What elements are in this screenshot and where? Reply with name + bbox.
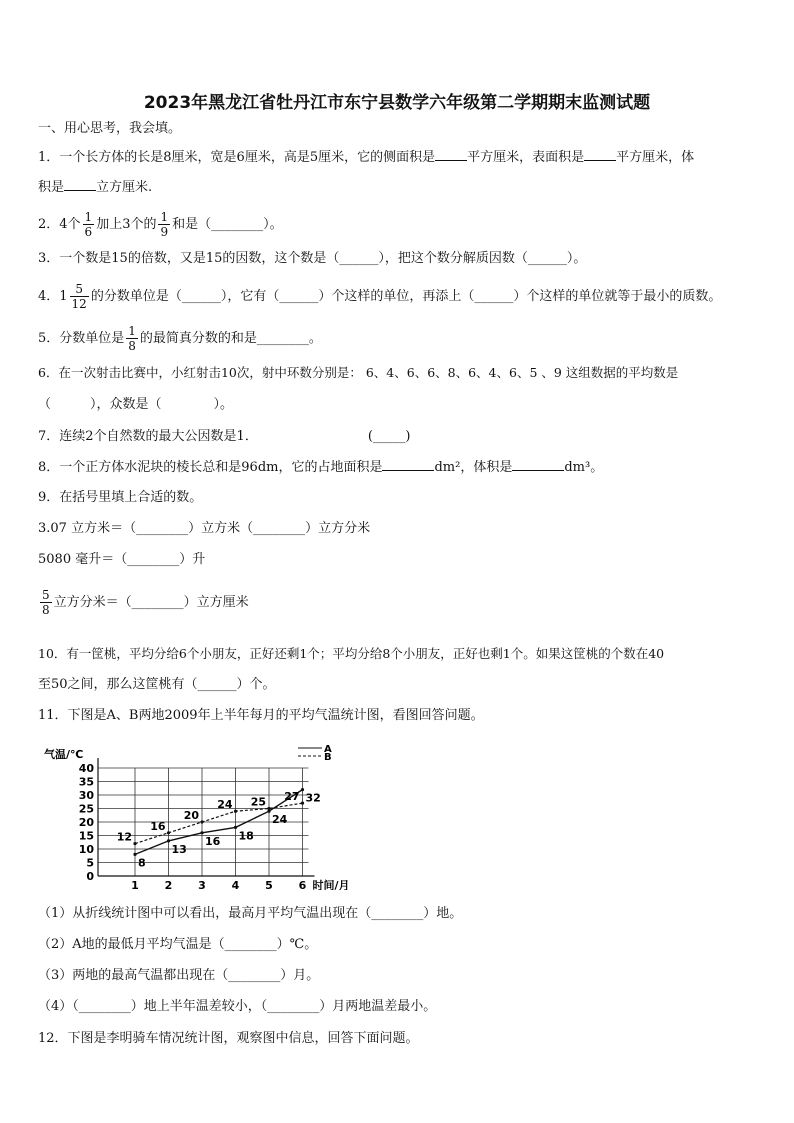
data-label-B: 25 bbox=[250, 795, 266, 809]
legend-label-A: A bbox=[324, 744, 332, 755]
q4-fraction bbox=[70, 282, 89, 311]
q9-text-d: 立方分米＝（________）立方厘米 bbox=[53, 595, 249, 610]
question-11-part-1: （1）从折线统计图中可以看出，最高月平均气温出现在（________）地。 bbox=[38, 906, 463, 921]
data-point-A bbox=[234, 826, 237, 829]
y-tick-label: 25 bbox=[78, 802, 94, 816]
data-label-A: 18 bbox=[238, 829, 254, 843]
q9-fraction bbox=[40, 588, 52, 617]
x-tick-label: 6 bbox=[298, 879, 307, 890]
data-label-B: 24 bbox=[217, 798, 233, 812]
question-11: 11．下图是A、B两地2009年上半年每月的平均气温统计图，看图回答问题。 bbox=[38, 708, 484, 723]
q7-answer-bracket[interactable]: (_____) bbox=[367, 429, 411, 444]
q1-blank-1[interactable] bbox=[435, 148, 467, 161]
q9-f-den: 8 bbox=[42, 603, 50, 617]
q4-f-num: 5 bbox=[70, 282, 89, 297]
q2-f1-den: 6 bbox=[84, 225, 93, 239]
x-tick-label: 3 bbox=[198, 879, 206, 890]
x-tick-label: 4 bbox=[231, 879, 240, 890]
question-5 bbox=[38, 324, 322, 353]
y-tick-label: 0 bbox=[86, 870, 94, 883]
data-label-A: 13 bbox=[171, 842, 187, 856]
question-9-line-1: 3.07 立方米＝（________）立方米（________）立方分米 bbox=[38, 521, 371, 536]
x-tick-label: 1 bbox=[131, 879, 139, 890]
q5-f-den: 8 bbox=[128, 339, 136, 353]
page-title: 2023年黑龙江省牡丹江市东宁县数学六年级第二学期期末监测试题 bbox=[143, 93, 651, 113]
q5-fraction bbox=[126, 324, 138, 353]
q8-text-b: dm²，体积是 bbox=[434, 460, 513, 475]
q1-blank-2[interactable] bbox=[584, 148, 616, 161]
data-point-B bbox=[167, 831, 170, 834]
y-tick-label: 40 bbox=[78, 762, 94, 775]
data-label-A: 8 bbox=[138, 856, 146, 870]
q9-f-num: 5 bbox=[42, 588, 50, 602]
question-12: 12．下图是李明骑车情况统计图，观察图中信息，回答下面问题。 bbox=[38, 1031, 419, 1046]
data-label-A: 16 bbox=[205, 834, 221, 848]
question-9: 9．在括号里填上合适的数。 bbox=[38, 490, 203, 505]
section-heading: 一、用心思考，我会填。 bbox=[38, 121, 182, 136]
chart-series bbox=[117, 788, 321, 869]
question-11-part-3: （3）两地的最高气温都出现在（________）月。 bbox=[38, 968, 320, 983]
data-label-B: 16 bbox=[150, 819, 166, 833]
q2-f2-den: 9 bbox=[160, 225, 169, 239]
question-8 bbox=[38, 458, 603, 477]
question-2 bbox=[38, 210, 283, 239]
question-9-line-2: 5080 毫升＝（________）升 bbox=[38, 552, 206, 567]
y-tick-label: 15 bbox=[78, 829, 94, 843]
q4-text-a: 4．1 bbox=[38, 289, 68, 304]
q2-fraction-2 bbox=[158, 210, 170, 239]
data-point-A bbox=[200, 831, 203, 834]
question-11-part-2: （2）A地的最低月平均气温是（________）℃。 bbox=[38, 937, 318, 952]
data-label-A: 24 bbox=[272, 813, 288, 827]
y-tick-label: 10 bbox=[78, 843, 94, 856]
temperature-line-chart bbox=[40, 740, 370, 890]
q1-text-b: 平方厘米，表面积是 bbox=[467, 150, 585, 165]
question-10-cont: 至50之间，那么这筐桃有（______）个。 bbox=[38, 677, 276, 692]
question-6: 6．在一次射击比赛中，小红射击10次，射中环数分别是： 6、4、6、6、8、6、4、6、5 、9 这组数据的平均数是 bbox=[38, 365, 679, 380]
data-label-B: 12 bbox=[116, 830, 132, 844]
q4-f-den: 12 bbox=[71, 297, 87, 311]
data-point-A bbox=[301, 788, 304, 791]
data-label-A: 32 bbox=[305, 791, 321, 805]
question-3: 3．一个数是15的倍数，又是15的因数，这个数是（______），把这个数分解质因数（______）。 bbox=[38, 251, 587, 266]
data-point-B bbox=[301, 802, 304, 805]
question-10: 10．有一筐桃，平均分给6个小朋友，正好还剩1个；平均分给8个小朋友，正好也剩1个。如果这筐桃的个数在40 bbox=[38, 646, 665, 661]
y-tick-label: 30 bbox=[78, 789, 94, 802]
q1-text-e: 立方厘米. bbox=[96, 180, 153, 195]
data-point-B bbox=[133, 842, 136, 845]
q5-text-b: 的最简真分数的和是________。 bbox=[139, 331, 322, 346]
x-tick-label: 5 bbox=[265, 879, 273, 890]
q5-f-num: 1 bbox=[128, 324, 136, 338]
q8-text-c: dm³。 bbox=[564, 460, 604, 475]
question-7 bbox=[38, 428, 410, 446]
q2-fraction-1 bbox=[83, 210, 95, 239]
data-point-B bbox=[234, 810, 237, 813]
data-label-B: 27 bbox=[284, 790, 300, 804]
q7-text: 7．连续2个自然数的最大公因数是1． bbox=[38, 429, 258, 444]
data-label-B: 20 bbox=[183, 809, 199, 822]
q8-blank-2[interactable] bbox=[512, 458, 564, 471]
q5-text-a: 5．分数单位是 bbox=[38, 331, 125, 346]
question-11-part-4: （4）（________）地上半年温差较小，（________）月两地温差最小。 bbox=[38, 999, 437, 1014]
question-4 bbox=[38, 282, 721, 311]
data-point-B bbox=[200, 820, 203, 823]
data-point-A bbox=[133, 853, 136, 856]
question-1 bbox=[38, 148, 694, 167]
q1-blank-3[interactable] bbox=[64, 178, 96, 191]
q2-text-a: 2．4个 bbox=[38, 217, 81, 232]
data-point-B bbox=[267, 807, 270, 810]
y-tick-label: 20 bbox=[78, 816, 94, 829]
q8-blank-1[interactable] bbox=[382, 458, 434, 471]
q1-text-d: 积是 bbox=[38, 180, 65, 195]
q2-f2-num: 1 bbox=[160, 210, 169, 224]
q2-text-b: 加上3个的 bbox=[96, 217, 157, 232]
question-6-cont: （ ），众数是（ ）。 bbox=[38, 397, 234, 412]
y-tick-label: 5 bbox=[86, 856, 94, 870]
legend-label-B: B bbox=[324, 752, 332, 763]
q1-text-c: 平方厘米，体 bbox=[616, 150, 695, 165]
question-1-cont bbox=[38, 178, 152, 197]
y-axis-label: 气温/℃ bbox=[44, 748, 84, 761]
q4-text-b: 的分数单位是（______），它有（______）个这样的单位，再添上（______）个这样的单位就等于最小的质数。 bbox=[90, 289, 722, 304]
q8-text-a: 8．一个正方体水泥块的棱长总和是96dm，它的占地面积是 bbox=[38, 460, 383, 475]
question-9-line-3 bbox=[38, 588, 249, 617]
chart-legend bbox=[298, 744, 332, 763]
data-point-A bbox=[167, 839, 170, 842]
q2-text-c: 和是（________）。 bbox=[172, 217, 283, 232]
x-tick-label: 2 bbox=[164, 879, 173, 890]
q2-f1-num: 1 bbox=[84, 210, 93, 224]
x-axis-label: 时间/月 bbox=[312, 879, 350, 890]
y-tick-label: 35 bbox=[78, 775, 94, 789]
q1-text-a: 1．一个长方体的长是8厘米，宽是6厘米，高是5厘米，它的侧面积是 bbox=[38, 150, 436, 165]
